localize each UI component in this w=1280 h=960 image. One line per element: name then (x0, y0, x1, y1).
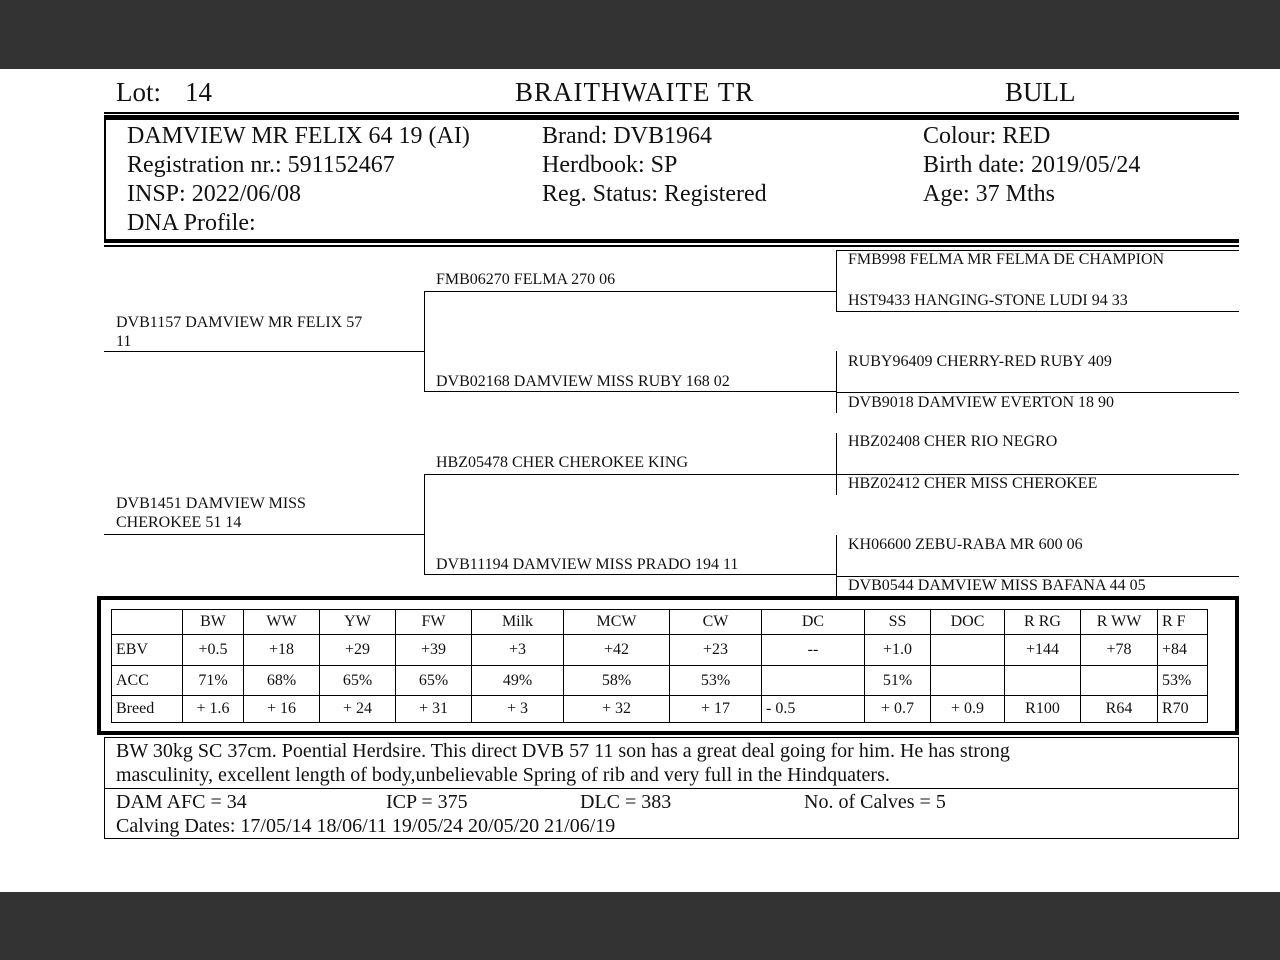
brand: Brand: DVB1964 (542, 123, 712, 149)
ggp-4: DVB9018 DAMVIEW EVERTON 18 90 (848, 394, 1114, 411)
animal-name: DAMVIEW MR FELIX 64 19 (AI) (127, 123, 470, 149)
row-label: Breed (112, 696, 183, 723)
dam-line (104, 534, 424, 535)
calving-dates: Calving Dates: 17/05/14 18/06/11 19/05/24 20/05/20 21/06/19 (116, 815, 616, 837)
table-cell: 68% (244, 666, 320, 696)
table-cell: +29 (320, 635, 396, 666)
table-cell: R64 (1081, 696, 1158, 723)
dam-bracket (424, 474, 425, 574)
dam-name: DVB1451 DAMVIEW MISS (116, 495, 306, 512)
table-cell: 51% (865, 666, 931, 696)
table-cell: 71% (183, 666, 244, 696)
animal-sex: BULL (1005, 77, 1076, 107)
lot-number: 14 (185, 77, 212, 107)
dam-icp: ICP = 375 (386, 791, 468, 813)
bottom-dark-band (0, 892, 1280, 960)
owner-name: BRAITHWAITE TR (515, 77, 755, 107)
table-cell: + 32 (564, 696, 670, 723)
acc-row (112, 666, 1208, 696)
ggp-bracket-3 (836, 433, 837, 495)
table-cell (931, 666, 1005, 696)
ebv-table (111, 609, 1208, 723)
dam-dam-line (424, 574, 836, 575)
lot-card (0, 69, 1280, 892)
header-cell: WW (244, 610, 320, 635)
header-cell: BW (183, 610, 244, 635)
header-cell: DOC (931, 610, 1005, 635)
registration-number: Registration nr.: 591152467 (127, 152, 395, 178)
table-cell: +144 (1005, 635, 1081, 666)
table-cell: +42 (564, 635, 670, 666)
birth-date: Birth date: 2019/05/24 (923, 152, 1141, 178)
ggp-bracket-2 (836, 351, 837, 413)
header-cell: R RG (1005, 610, 1081, 635)
table-cell: +3 (472, 635, 564, 666)
table-cell: + 31 (396, 696, 472, 723)
table-cell: -- (762, 635, 865, 666)
table-cell: +18 (244, 635, 320, 666)
table-cell: + 1.6 (183, 696, 244, 723)
sire-name: DVB1157 DAMVIEW MR FELIX 57 (116, 314, 363, 331)
header-cell: R WW (1081, 610, 1158, 635)
dam-dlc: DLC = 383 (580, 791, 672, 813)
table-cell: + 0.7 (865, 696, 931, 723)
table-cell: - 0.5 (762, 696, 865, 723)
table-cell: 65% (320, 666, 396, 696)
table-cell: +23 (670, 635, 762, 666)
table-cell (1005, 666, 1081, 696)
dam-sire: HBZ05478 CHER CHEROKEE KING (436, 454, 688, 471)
dna-profile: DNA Profile: (127, 210, 256, 236)
info-border-left (104, 120, 106, 241)
ebv-row (112, 635, 1208, 666)
table-cell: 53% (670, 666, 762, 696)
sire-sire: FMB06270 FELMA 270 06 (436, 271, 616, 288)
header-cell: MCW (564, 610, 670, 635)
age: Age: 37 Mths (923, 181, 1055, 207)
header-cell (112, 610, 183, 635)
ggp-bracket-1 (836, 250, 837, 312)
ggp-8: DVB0544 DAMVIEW MISS BAFANA 44 05 (848, 577, 1146, 594)
colour: Colour: RED (923, 123, 1051, 149)
ggp-6: HBZ02412 CHER MISS CHEROKEE (848, 475, 1098, 492)
table-cell: +0.5 (183, 635, 244, 666)
table-cell: + 24 (320, 696, 396, 723)
table-cell: + 16 (244, 696, 320, 723)
info-rule-thick (104, 239, 1239, 243)
ggp-2: HST9433 HANGING-STONE LUDI 94 33 (848, 292, 1128, 309)
table-cell: +39 (396, 635, 472, 666)
table-cell: + 0.9 (931, 696, 1005, 723)
number-of-calves: No. of Calves = 5 (804, 791, 946, 813)
inspection-date: INSP: 2022/06/08 (127, 181, 302, 207)
breed-row (112, 696, 1208, 723)
header-cell: Milk (472, 610, 564, 635)
ggp-7: KH06600 ZEBU-RABA MR 600 06 (848, 536, 1083, 553)
sire-dam-line (424, 391, 836, 392)
dam-dam: DVB11194 DAMVIEW MISS PRADO 194 11 (436, 556, 739, 573)
sire-dam: DVB02168 DAMVIEW MISS RUBY 168 02 (436, 373, 730, 390)
table-cell (762, 666, 865, 696)
ggp-1: FMB998 FELMA MR FELMA DE CHAMPION (848, 251, 1165, 268)
comment-line-2: masculinity, excellent length of body,unbelievable Spring of rib and very full in the Hindquaters. (116, 764, 890, 786)
info-rule (104, 245, 1239, 247)
ggp-5: HBZ02408 CHER RIO NEGRO (848, 433, 1058, 450)
table-cell: + 17 (670, 696, 762, 723)
header-cell: FW (396, 610, 472, 635)
header-cell: CW (670, 610, 762, 635)
top-dark-band (0, 0, 1280, 69)
comment-line-1: BW 30kg SC 37cm. Poential Herdsire. This direct DVB 57 11 son has a great deal going for him. He has strong (116, 740, 1010, 762)
ebv-panel (97, 596, 1239, 735)
sire-sire-line (424, 291, 836, 292)
registration-status: Reg. Status: Registered (542, 181, 767, 207)
sire-name-cont: 11 (116, 333, 132, 350)
table-cell: 53% (1158, 666, 1208, 696)
row-label: ACC (112, 666, 183, 696)
header-rule (104, 112, 1239, 114)
dam-afc: DAM AFC = 34 (116, 791, 247, 813)
ggp-bracket-4 (836, 535, 837, 597)
table-cell: 65% (396, 666, 472, 696)
table-cell: R100 (1005, 696, 1081, 723)
header-cell: R F (1158, 610, 1208, 635)
ggp-line-2 (836, 311, 1239, 312)
table-cell: 49% (472, 666, 564, 696)
table-cell: +78 (1081, 635, 1158, 666)
table-cell: R70 (1158, 696, 1208, 723)
table-cell: +1.0 (865, 635, 931, 666)
herdbook: Herdbook: SP (542, 152, 678, 178)
table-cell (1081, 666, 1158, 696)
sire-line (104, 351, 424, 352)
dam-sire-line (424, 474, 836, 475)
header-rule-thick (104, 115, 1239, 120)
table-cell: + 3 (472, 696, 564, 723)
table-cell: 58% (564, 666, 670, 696)
lot-label: Lot: (116, 77, 161, 107)
header-cell: YW (320, 610, 396, 635)
row-label: EBV (112, 635, 183, 666)
header-cell: SS (865, 610, 931, 635)
header-cell: DC (762, 610, 865, 635)
ggp-3: RUBY96409 CHERRY-RED RUBY 409 (848, 353, 1112, 370)
ebv-header-row (112, 610, 1208, 635)
dam-name-cont: CHEROKEE 51 14 (116, 514, 242, 531)
table-cell: +84 (1158, 635, 1208, 666)
sire-bracket (424, 291, 425, 391)
table-cell (931, 635, 1005, 666)
comments-divider (104, 788, 1239, 789)
